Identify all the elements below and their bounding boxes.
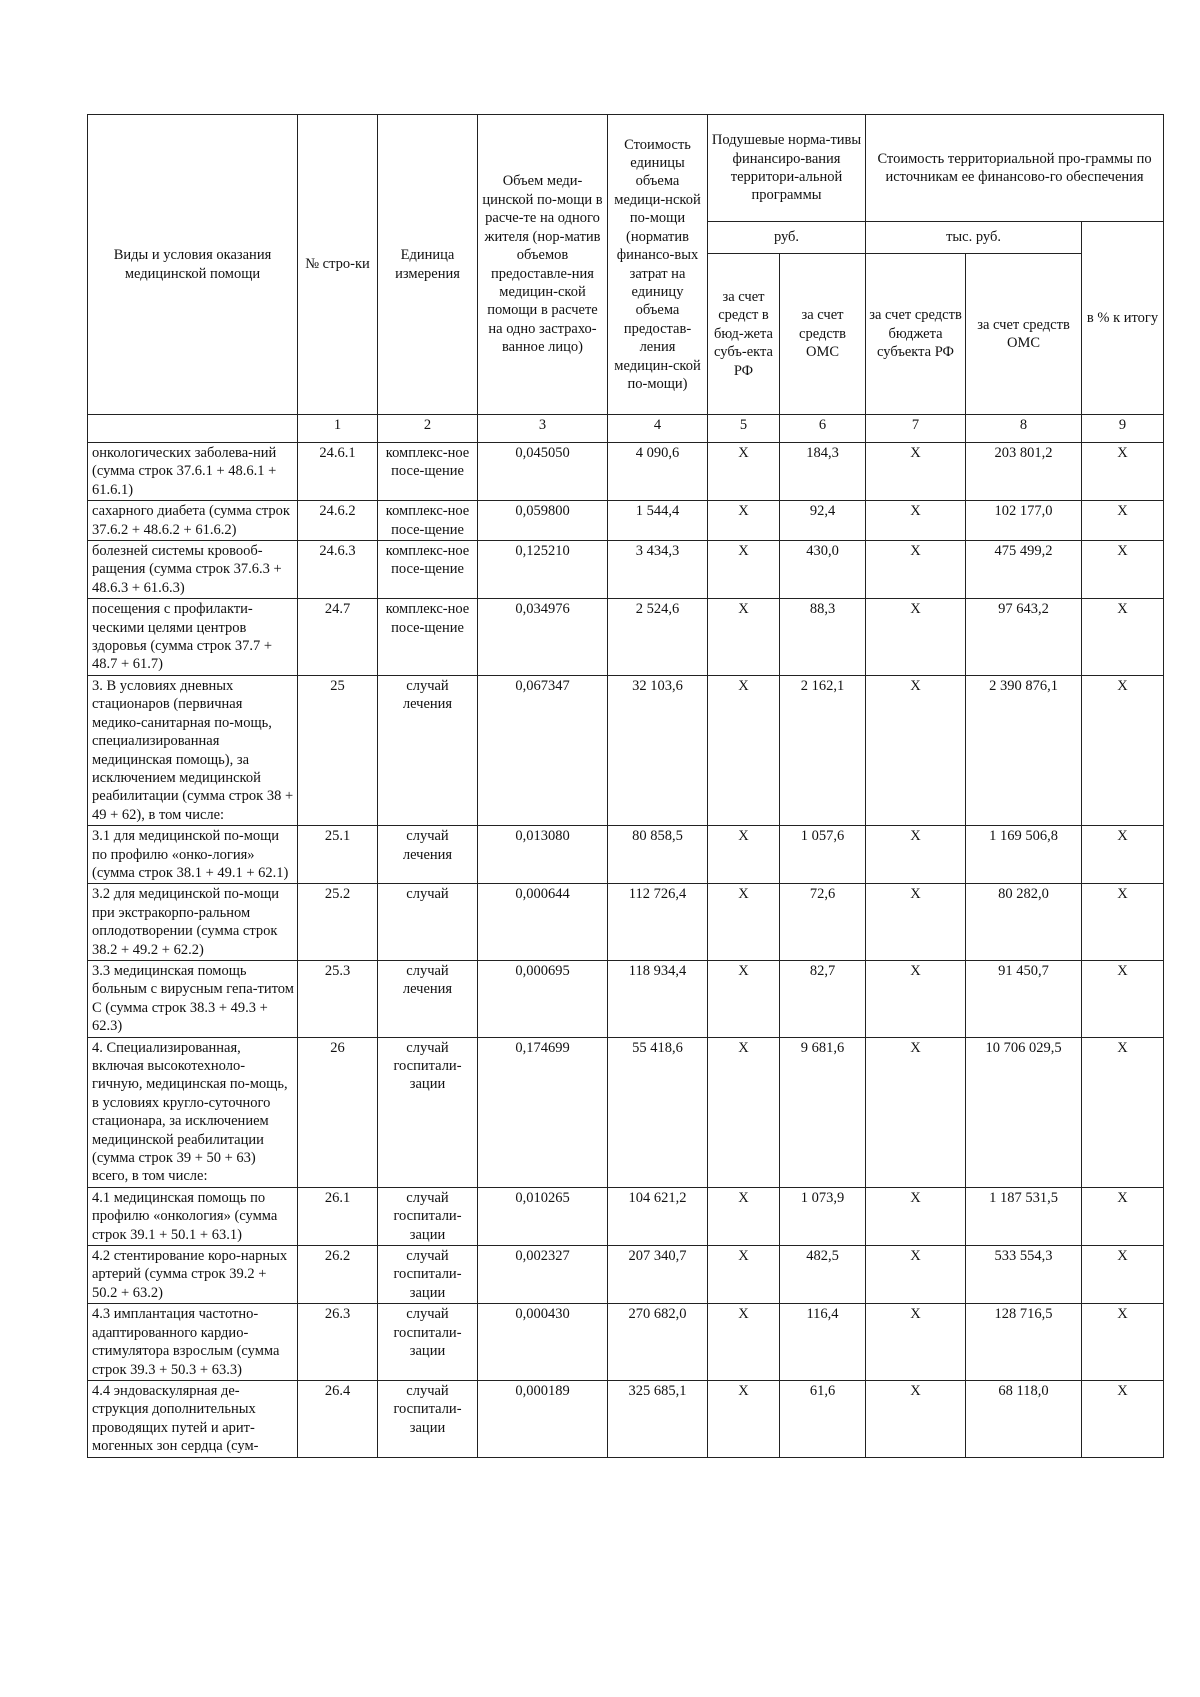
row-budget-thousand: Х: [866, 443, 966, 501]
header-unit-rub: руб.: [708, 222, 866, 254]
header-per-capita-group: Подушевые норма-тивы финансиро-вания территори-альной программы: [708, 115, 866, 222]
row-budget-thousand: Х: [866, 501, 966, 541]
column-number: 4: [608, 415, 708, 443]
row-name: 4.4 эндоваскулярная де-струкция дополнительных проводящих путей и арит-могенных зон сердца (сум-: [88, 1380, 298, 1457]
column-number: 9: [1082, 415, 1164, 443]
row-name: 3.1 для медицинской по-мощи по профилю «онко-логия» (сумма строк 38.1 + 49.1 + 62.1): [88, 826, 298, 884]
row-budget-rub: Х: [708, 960, 780, 1037]
column-number: 6: [780, 415, 866, 443]
row-budget-thousand: Х: [866, 1187, 966, 1245]
row-oms-thousand: 2 390 876,1: [966, 675, 1082, 825]
row-budget-thousand: Х: [866, 960, 966, 1037]
row-unit: случай: [378, 884, 478, 961]
row-oms-rub: 116,4: [780, 1304, 866, 1381]
row-oms-thousand: 128 716,5: [966, 1304, 1082, 1381]
header-volume: Объем меди-цинской по-мощи в расче-те на одного жителя (нор-матив объемов предоставле-ния медицин-ской помощи в расчете на одно застрахо-ванное лицо): [478, 115, 608, 415]
row-name: сахарного диабета (сумма строк 37.6.2 + 48.6.2 + 61.6.2): [88, 501, 298, 541]
row-percent: Х: [1082, 1246, 1164, 1304]
table-row: [88, 1304, 1164, 1381]
row-name: 4.3 имплантация частотно-адаптированного кардио-стимулятора взрослым (сумма строк 39.3 + 50.3 + 63.3): [88, 1304, 298, 1381]
row-name: болезней системы кровооб-ращения (сумма строк 37.6.3 + 48.6.3 + 61.6.3): [88, 541, 298, 599]
row-unit: случай госпитали-зации: [378, 1037, 478, 1187]
row-number: 24.6.1: [298, 443, 378, 501]
row-volume: 0,002327: [478, 1246, 608, 1304]
row-number: 24.7: [298, 599, 378, 676]
row-oms-rub: 72,6: [780, 884, 866, 961]
header-unit-thousand-rub: тыс. руб.: [866, 222, 1082, 254]
row-percent: Х: [1082, 675, 1164, 825]
row-oms-rub: 9 681,6: [780, 1037, 866, 1187]
row-number: 25: [298, 675, 378, 825]
row-percent: Х: [1082, 443, 1164, 501]
row-budget-thousand: Х: [866, 1304, 966, 1381]
row-budget-thousand: Х: [866, 675, 966, 825]
row-oms-rub: 92,4: [780, 501, 866, 541]
row-budget-rub: Х: [708, 1037, 780, 1187]
row-volume: 0,000430: [478, 1304, 608, 1381]
header-unit-cost: Стоимость единицы объема медици-нской по-мощи (норматив финансо-вых затрат на единицу объема предостав-ления медицин-ской по-мощи): [608, 115, 708, 415]
row-unit: случай госпитали-зации: [378, 1380, 478, 1457]
row-budget-rub: Х: [708, 541, 780, 599]
row-volume: 0,059800: [478, 501, 608, 541]
row-unit-cost: 325 685,1: [608, 1380, 708, 1457]
row-number: 26.1: [298, 1187, 378, 1245]
row-budget-thousand: Х: [866, 541, 966, 599]
row-budget-rub: Х: [708, 675, 780, 825]
row-volume: 0,013080: [478, 826, 608, 884]
row-budget-rub: Х: [708, 1187, 780, 1245]
row-volume: 0,000644: [478, 884, 608, 961]
table-row: [88, 1246, 1164, 1304]
row-unit-cost: 3 434,3: [608, 541, 708, 599]
row-percent: Х: [1082, 501, 1164, 541]
row-percent: Х: [1082, 1187, 1164, 1245]
row-budget-rub: Х: [708, 1246, 780, 1304]
row-oms-thousand: 80 282,0: [966, 884, 1082, 961]
row-oms-thousand: 475 499,2: [966, 541, 1082, 599]
column-number: 8: [966, 415, 1082, 443]
row-oms-thousand: 10 706 029,5: [966, 1037, 1082, 1187]
row-number: 25.2: [298, 884, 378, 961]
row-name: онкологических заболева-ний (сумма строк 37.6.1 + 48.6.1 + 61.6.1): [88, 443, 298, 501]
row-name: 3.3 медицинская помощь больным с вирусным гепа-титом С (сумма строк 38.3 + 49.3 + 62.3): [88, 960, 298, 1037]
row-number: 25.1: [298, 826, 378, 884]
row-oms-thousand: 203 801,2: [966, 443, 1082, 501]
row-oms-rub: 1 073,9: [780, 1187, 866, 1245]
row-unit-cost: 32 103,6: [608, 675, 708, 825]
row-unit: случай лечения: [378, 675, 478, 825]
row-budget-thousand: Х: [866, 884, 966, 961]
row-volume: 0,067347: [478, 675, 608, 825]
row-unit: случай лечения: [378, 826, 478, 884]
row-unit-cost: 207 340,7: [608, 1246, 708, 1304]
header-oms-rub: за счет средств ОМС: [780, 254, 866, 415]
row-number: 24.6.2: [298, 501, 378, 541]
table-row: [88, 599, 1164, 676]
row-number: 26.3: [298, 1304, 378, 1381]
row-name: 3.2 для медицинской по-мощи при экстракорпо-ральном оплодотворении (сумма строк 38.2 + 49.2 + 62.2): [88, 884, 298, 961]
row-name: посещения с профилакти-ческими целями центров здоровья (сумма строк 37.7 + 48.7 + 61.7): [88, 599, 298, 676]
row-oms-rub: 82,7: [780, 960, 866, 1037]
table-row: [88, 1037, 1164, 1187]
row-budget-rub: Х: [708, 884, 780, 961]
row-budget-rub: Х: [708, 443, 780, 501]
row-oms-rub: 88,3: [780, 599, 866, 676]
column-number: 5: [708, 415, 780, 443]
table-body: [88, 443, 1164, 1458]
row-budget-thousand: Х: [866, 1037, 966, 1187]
row-name: 4. Специализированная, включая высокотехноло-гичную, медицинская по-мощь, в условиях кругло-суточного стационара, за исключением медицинской реабилитации (сумма строк 39 + 50 + 63) всего, в том числе:: [88, 1037, 298, 1187]
row-volume: 0,045050: [478, 443, 608, 501]
table-row: [88, 675, 1164, 825]
row-budget-rub: Х: [708, 1380, 780, 1457]
row-unit-cost: 4 090,6: [608, 443, 708, 501]
row-budget-thousand: Х: [866, 1246, 966, 1304]
row-oms-rub: 2 162,1: [780, 675, 866, 825]
row-unit: комплекс-ное посе-щение: [378, 443, 478, 501]
row-percent: Х: [1082, 826, 1164, 884]
row-name: 4.1 медицинская помощь по профилю «онкология» (сумма строк 39.1 + 50.1 + 63.1): [88, 1187, 298, 1245]
row-number: 26: [298, 1037, 378, 1187]
row-budget-rub: Х: [708, 1304, 780, 1381]
row-number: 26.4: [298, 1380, 378, 1457]
row-unit: случай госпитали-зации: [378, 1246, 478, 1304]
row-percent: Х: [1082, 1380, 1164, 1457]
column-number: 7: [866, 415, 966, 443]
row-budget-thousand: Х: [866, 1380, 966, 1457]
column-number-row: [88, 415, 1164, 443]
column-number: 1: [298, 415, 378, 443]
row-volume: 0,000189: [478, 1380, 608, 1457]
row-percent: Х: [1082, 541, 1164, 599]
row-budget-rub: Х: [708, 501, 780, 541]
table-row: [88, 541, 1164, 599]
row-number: 24.6.3: [298, 541, 378, 599]
row-oms-thousand: 91 450,7: [966, 960, 1082, 1037]
header-oms-thousand: за счет средств ОМС: [966, 254, 1082, 415]
header-budget-thousand: за счет средств бюджета субъекта РФ: [866, 254, 966, 415]
row-percent: Х: [1082, 1037, 1164, 1187]
table-row: [88, 1380, 1164, 1457]
row-unit: комплекс-ное посе-щение: [378, 599, 478, 676]
table-row: [88, 501, 1164, 541]
header-budget-rub: за счет средст в бюд-жета субъ-екта РФ: [708, 254, 780, 415]
row-unit: комплекс-ное посе-щение: [378, 541, 478, 599]
row-oms-thousand: 1 187 531,5: [966, 1187, 1082, 1245]
row-oms-rub: 61,6: [780, 1380, 866, 1457]
row-percent: Х: [1082, 599, 1164, 676]
table-row: [88, 1187, 1164, 1245]
row-oms-rub: 430,0: [780, 541, 866, 599]
row-unit-cost: 2 524,6: [608, 599, 708, 676]
row-name: 3. В условиях дневных стационаров (первичная медико-санитарная по-мощь, специализированная медицинская помощь), за исключением медицинской реабилитации (сумма строк 38 + 49 + 62), в том числе:: [88, 675, 298, 825]
financing-table: [87, 114, 1164, 1458]
header-service-type: Виды и условия оказания медицинской помощи: [88, 115, 298, 415]
row-volume: 0,000695: [478, 960, 608, 1037]
row-number: 25.3: [298, 960, 378, 1037]
column-number: [88, 415, 298, 443]
row-oms-thousand: 1 169 506,8: [966, 826, 1082, 884]
row-oms-rub: 1 057,6: [780, 826, 866, 884]
row-percent: Х: [1082, 1304, 1164, 1381]
row-oms-thousand: 97 643,2: [966, 599, 1082, 676]
row-budget-rub: Х: [708, 826, 780, 884]
row-oms-thousand: 102 177,0: [966, 501, 1082, 541]
row-unit: случай госпитали-зации: [378, 1304, 478, 1381]
row-volume: 0,034976: [478, 599, 608, 676]
row-unit: комплекс-ное посе-щение: [378, 501, 478, 541]
column-number: 3: [478, 415, 608, 443]
row-oms-rub: 482,5: [780, 1246, 866, 1304]
row-budget-thousand: Х: [866, 599, 966, 676]
column-number: 2: [378, 415, 478, 443]
row-volume: 0,010265: [478, 1187, 608, 1245]
header-row-number: № стро-ки: [298, 115, 378, 415]
header-percent-of-total: в % к итогу: [1082, 222, 1164, 415]
header-unit: Единица измерения: [378, 115, 478, 415]
row-unit-cost: 118 934,4: [608, 960, 708, 1037]
row-unit: случай лечения: [378, 960, 478, 1037]
header-territorial-cost-group: Стоимость территориальной про-граммы по источникам ее финансово-го обеспечения: [866, 115, 1164, 222]
row-oms-thousand: 533 554,3: [966, 1246, 1082, 1304]
row-unit-cost: 112 726,4: [608, 884, 708, 961]
row-unit-cost: 55 418,6: [608, 1037, 708, 1187]
row-percent: Х: [1082, 960, 1164, 1037]
row-budget-rub: Х: [708, 599, 780, 676]
row-name: 4.2 стентирование коро-нарных артерий (сумма строк 39.2 + 50.2 + 63.2): [88, 1246, 298, 1304]
row-unit-cost: 80 858,5: [608, 826, 708, 884]
row-budget-thousand: Х: [866, 826, 966, 884]
table-row: [88, 443, 1164, 501]
table-row: [88, 826, 1164, 884]
row-volume: 0,174699: [478, 1037, 608, 1187]
row-unit-cost: 270 682,0: [608, 1304, 708, 1381]
row-oms-thousand: 68 118,0: [966, 1380, 1082, 1457]
row-unit-cost: 1 544,4: [608, 501, 708, 541]
row-percent: Х: [1082, 884, 1164, 961]
row-volume: 0,125210: [478, 541, 608, 599]
row-number: 26.2: [298, 1246, 378, 1304]
row-oms-rub: 184,3: [780, 443, 866, 501]
row-unit-cost: 104 621,2: [608, 1187, 708, 1245]
row-unit: случай госпитали-зации: [378, 1187, 478, 1245]
table-row: [88, 884, 1164, 961]
table-row: [88, 960, 1164, 1037]
